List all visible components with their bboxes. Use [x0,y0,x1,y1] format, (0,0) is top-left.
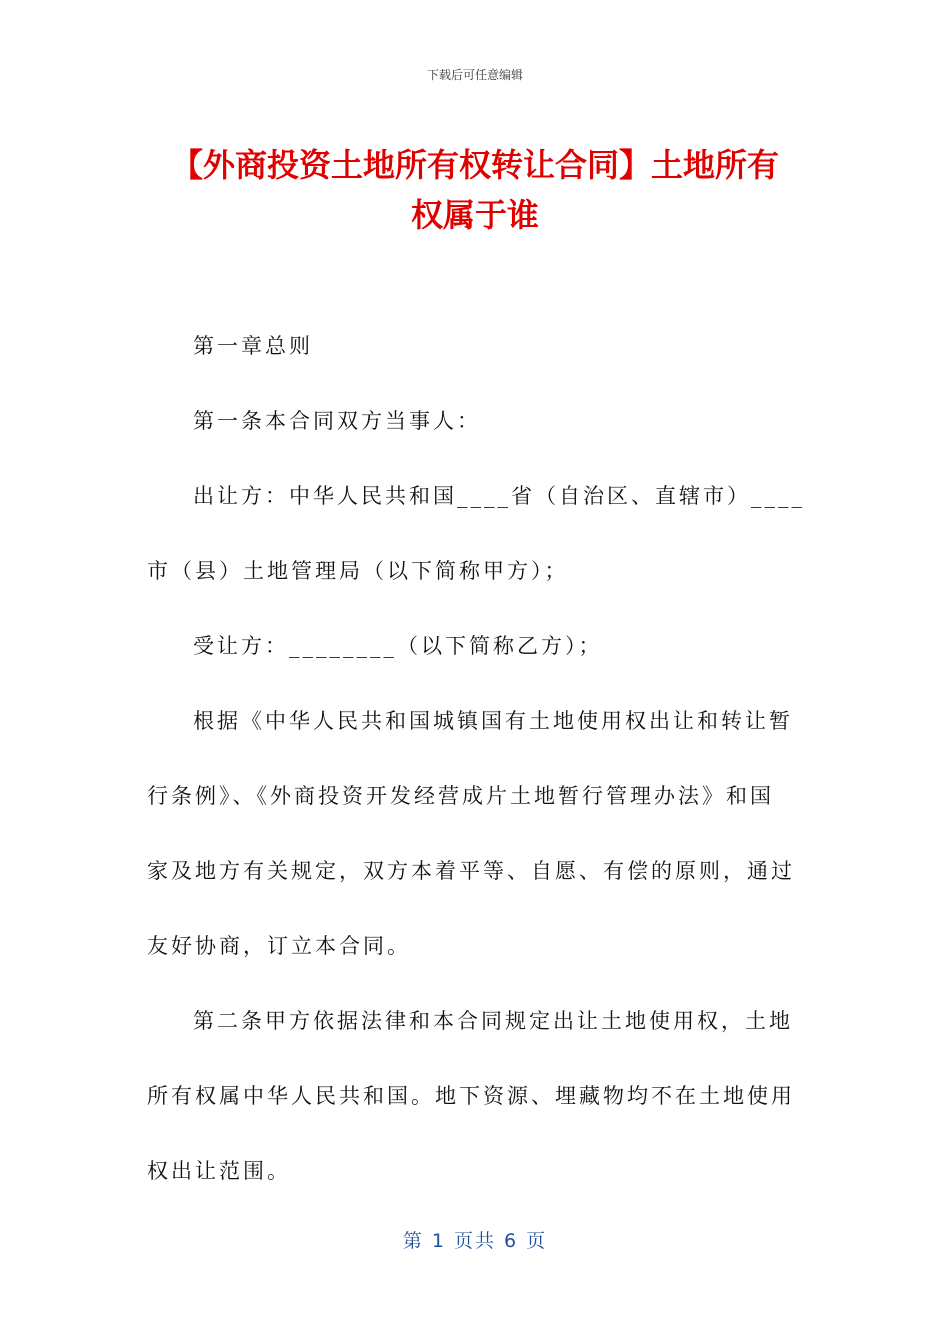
chapter-heading: 第一章总则 [193,334,313,358]
header-note: 下载后可任意编辑 [426,68,523,82]
paragraph-line: 友好协商，订立本合同。 [147,934,411,958]
paragraph-line: 第二条甲方依据法律和本合同规定出让土地使用权，土地 [193,1009,793,1033]
document-title [120,140,830,240]
paragraph-line: 市（县）土地管理局（以下简称甲方）； [147,559,569,583]
title-line-2: 权属于谁 [410,196,539,234]
paragraph-line: 受让方：________（以下简称乙方）； [193,634,603,658]
paragraph-line: 根据《中华人民共和国城镇国有土地使用权出让和转让暂 [193,709,793,733]
paragraph-line: 行条例》、《外商投资开发经营成片土地暂行管理办法》和国 [147,784,774,808]
paragraph-line: 所有权属中华人民共和国。地下资源、埋藏物均不在土地使用 [147,1084,795,1108]
paragraph-line: 出让方：中华人民共和国____省（自治区、直辖市）____ [193,484,805,508]
paragraph-line: 权出让范围。 [147,1159,291,1183]
page-number: 第 1 页共 6 页 [402,1230,548,1252]
title-line-1: 【外商投资土地所有权转让合同】土地所有 [170,146,779,184]
paragraph-line: 第一条本合同双方当事人： [193,409,481,433]
paragraph-line: 家及地方有关规定，双方本着平等、自愿、有偿的原则，通过 [147,859,795,883]
